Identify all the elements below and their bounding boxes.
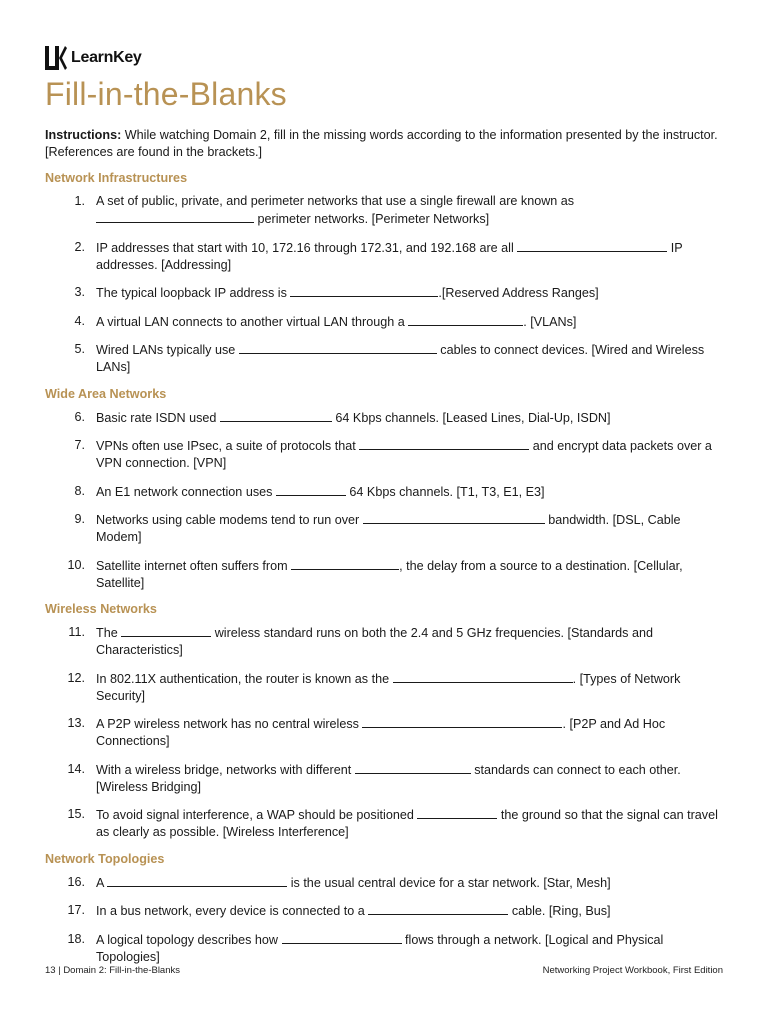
- instructions-text: While watching Domain 2, fill in the missing words according to the information presented by the instructor. [References are found in the brackets.]: [45, 128, 718, 159]
- question-text-after: . [VLANs]: [523, 314, 577, 329]
- answer-blank[interactable]: [107, 874, 287, 887]
- section-heading-wireless-networks: Wireless Networks: [45, 602, 157, 616]
- answer-blank[interactable]: [393, 670, 573, 683]
- page-title: Fill-in-the-Blanks: [45, 76, 287, 112]
- question-item: [45, 409, 723, 427]
- question-item: [45, 557, 723, 592]
- question-text-after: 64 Kbps channels. [T1, T3, E1, E3]: [349, 484, 545, 499]
- question-text-before: Networks using cable modems tend to run over: [96, 513, 360, 527]
- question-text: [96, 670, 723, 705]
- answer-blank[interactable]: [368, 902, 508, 915]
- question-item: [45, 806, 723, 841]
- question-text-after: perimeter networks. [Perimeter Networks]: [257, 212, 490, 226]
- instructions: [45, 127, 723, 161]
- question-number: 17.: [67, 903, 85, 917]
- answer-blank[interactable]: [276, 483, 346, 496]
- answer-blank[interactable]: [290, 284, 438, 297]
- question-text: [96, 341, 723, 376]
- question-text: [96, 284, 723, 302]
- footer-left: 13 | Domain 2: Fill-in-the-Blanks: [45, 965, 180, 976]
- question-text-before: In 802.11X authentication, the router is known as the: [96, 671, 390, 686]
- question-item: [45, 670, 723, 705]
- question-text-after: standards can connect to each other. [Wireless Bridging]: [96, 762, 681, 794]
- question-item: [45, 341, 723, 376]
- question-item: [45, 239, 723, 274]
- question-text: [96, 437, 723, 472]
- question-text-before: Wired LANs typically use: [96, 343, 236, 357]
- worksheet-page: [45, 44, 723, 976]
- question-number: 12.: [67, 670, 85, 685]
- question-text-before: With a wireless bridge, networks with different: [96, 762, 352, 777]
- question-text-before: A logical topology describes how: [96, 932, 279, 947]
- logo-text: LearnKey: [71, 49, 142, 66]
- question-number: 13.: [67, 716, 85, 730]
- question-item: [45, 483, 723, 501]
- question-item: [45, 874, 723, 892]
- question-text-before: A virtual LAN connects to another virtual LAN through a: [96, 314, 405, 329]
- section-heading-wide-area-networks: Wide Area Networks: [45, 386, 167, 401]
- question-text-after: cables to connect devices. [Wired and Wireless LANs]: [96, 343, 705, 374]
- instructions-label: Instructions:: [45, 128, 122, 142]
- question-text-after: 64 Kbps channels. [Leased Lines, Dial-Up, ISDN]: [335, 410, 611, 425]
- question-text: [96, 239, 723, 274]
- question-number: 15.: [67, 807, 85, 821]
- question-text-after: . [P2P and Ad Hoc Connections]: [96, 717, 666, 748]
- question-text: [96, 806, 723, 841]
- answer-blank[interactable]: [359, 437, 529, 450]
- answer-blank[interactable]: [282, 931, 402, 944]
- question-text-after: . [Types of Network Security]: [96, 671, 681, 703]
- question-item: [45, 624, 723, 659]
- answer-blank[interactable]: [517, 239, 667, 252]
- section-heading-network-topologies: Network Topologies: [45, 851, 165, 866]
- question-text: [96, 483, 723, 501]
- question-text: [96, 409, 723, 427]
- question-text: [96, 624, 723, 659]
- question-text-before: Basic rate ISDN used: [96, 410, 217, 425]
- question-text: [96, 931, 723, 966]
- question-number: 3.: [74, 285, 85, 299]
- question-text: [96, 511, 723, 546]
- question-text: [96, 874, 723, 892]
- question-number: 7.: [74, 438, 85, 452]
- question-list: [45, 874, 723, 966]
- question-text-after: flows through a network. [Logical and Physical Topologies]: [96, 932, 664, 964]
- answer-blank[interactable]: [220, 409, 332, 422]
- question-text-after: wireless standard runs on both the 2.4 and 5 GHz frequencies. [Standards and Characteristics]: [96, 626, 653, 657]
- question-number: 11.: [68, 625, 85, 639]
- answer-blank[interactable]: [408, 313, 523, 326]
- question-text-before: IP addresses that start with 10, 172.16 through 172.31, and 192.168 are all: [96, 240, 514, 255]
- question-text-before: An E1 network connection uses: [96, 484, 273, 499]
- question-item: [45, 313, 723, 331]
- question-text-after: IP addresses. [Addressing]: [96, 240, 683, 272]
- question-text-after: is the usual central device for a star network. [Star, Mesh]: [290, 875, 611, 890]
- question-number: 6.: [74, 409, 85, 424]
- question-text-after: , the delay from a source to a destination. [Cellular, Satellite]: [96, 558, 683, 590]
- question-text-before: VPNs often use IPsec, a suite of protocols that: [96, 439, 356, 453]
- question-number: 16.: [67, 874, 85, 889]
- answer-blank[interactable]: [362, 715, 562, 728]
- question-text-before: A set of public, private, and perimeter networks that use a single firewall are known as: [96, 194, 575, 208]
- footer-right: Networking Project Workbook, First Edition: [542, 965, 723, 976]
- page-footer: [45, 965, 723, 976]
- question-text: [96, 557, 723, 592]
- answer-blank[interactable]: [96, 210, 254, 223]
- question-number: 4.: [74, 313, 85, 328]
- question-number: 1.: [74, 194, 85, 208]
- question-item: [45, 437, 723, 472]
- question-number: 14.: [67, 761, 85, 776]
- question-number: 5.: [74, 342, 85, 356]
- question-text-after: and encrypt data packets over a VPN connection. [VPN]: [96, 439, 712, 470]
- question-number: 9.: [74, 512, 85, 526]
- question-text-before: In a bus network, every device is connected to a: [96, 904, 365, 918]
- question-number: 2.: [74, 239, 85, 254]
- question-number: 8.: [74, 483, 85, 498]
- question-text: [96, 902, 723, 920]
- question-text: [96, 313, 723, 331]
- question-list: [45, 409, 723, 592]
- question-item: [45, 193, 723, 228]
- question-list: [45, 624, 723, 841]
- question-text-after: cable. [Ring, Bus]: [511, 904, 611, 918]
- question-text-before: A: [96, 875, 104, 890]
- question-item: [45, 511, 723, 546]
- answer-blank[interactable]: [363, 511, 545, 524]
- question-text-before: To avoid signal interference, a WAP should be positioned: [96, 808, 414, 822]
- question-item: [45, 715, 723, 750]
- question-list: [45, 193, 723, 376]
- answer-blank[interactable]: [291, 557, 399, 570]
- question-text-after: .[Reserved Address Ranges]: [438, 286, 599, 300]
- question-text: [96, 715, 723, 750]
- question-item: [45, 902, 723, 920]
- question-text-after: bandwidth. [DSL, Cable Modem]: [96, 513, 681, 544]
- question-text-before: A P2P wireless network has no central wireless: [96, 717, 359, 731]
- answer-blank[interactable]: [355, 761, 471, 774]
- question-text: [96, 193, 723, 228]
- answer-blank[interactable]: [239, 341, 437, 354]
- question-text-before: Satellite internet often suffers from: [96, 558, 288, 573]
- question-item: [45, 761, 723, 796]
- question-number: 10.: [67, 557, 85, 572]
- question-item: [45, 284, 723, 302]
- lk-logo-icon: [45, 46, 67, 70]
- question-number: 18.: [67, 931, 85, 946]
- question-text-before: The: [96, 626, 118, 640]
- answer-blank[interactable]: [417, 806, 497, 819]
- section-heading-network-infrastructures: Network Infrastructures: [45, 171, 188, 185]
- learnkey-logo: [45, 44, 723, 72]
- question-text-before: The typical loopback IP address is: [96, 286, 287, 300]
- question-item: [45, 931, 723, 966]
- question-text-after: the ground so that the signal can travel as clearly as possible. [Wireless Interference]: [96, 808, 718, 839]
- question-text: [96, 761, 723, 796]
- answer-blank[interactable]: [121, 624, 211, 637]
